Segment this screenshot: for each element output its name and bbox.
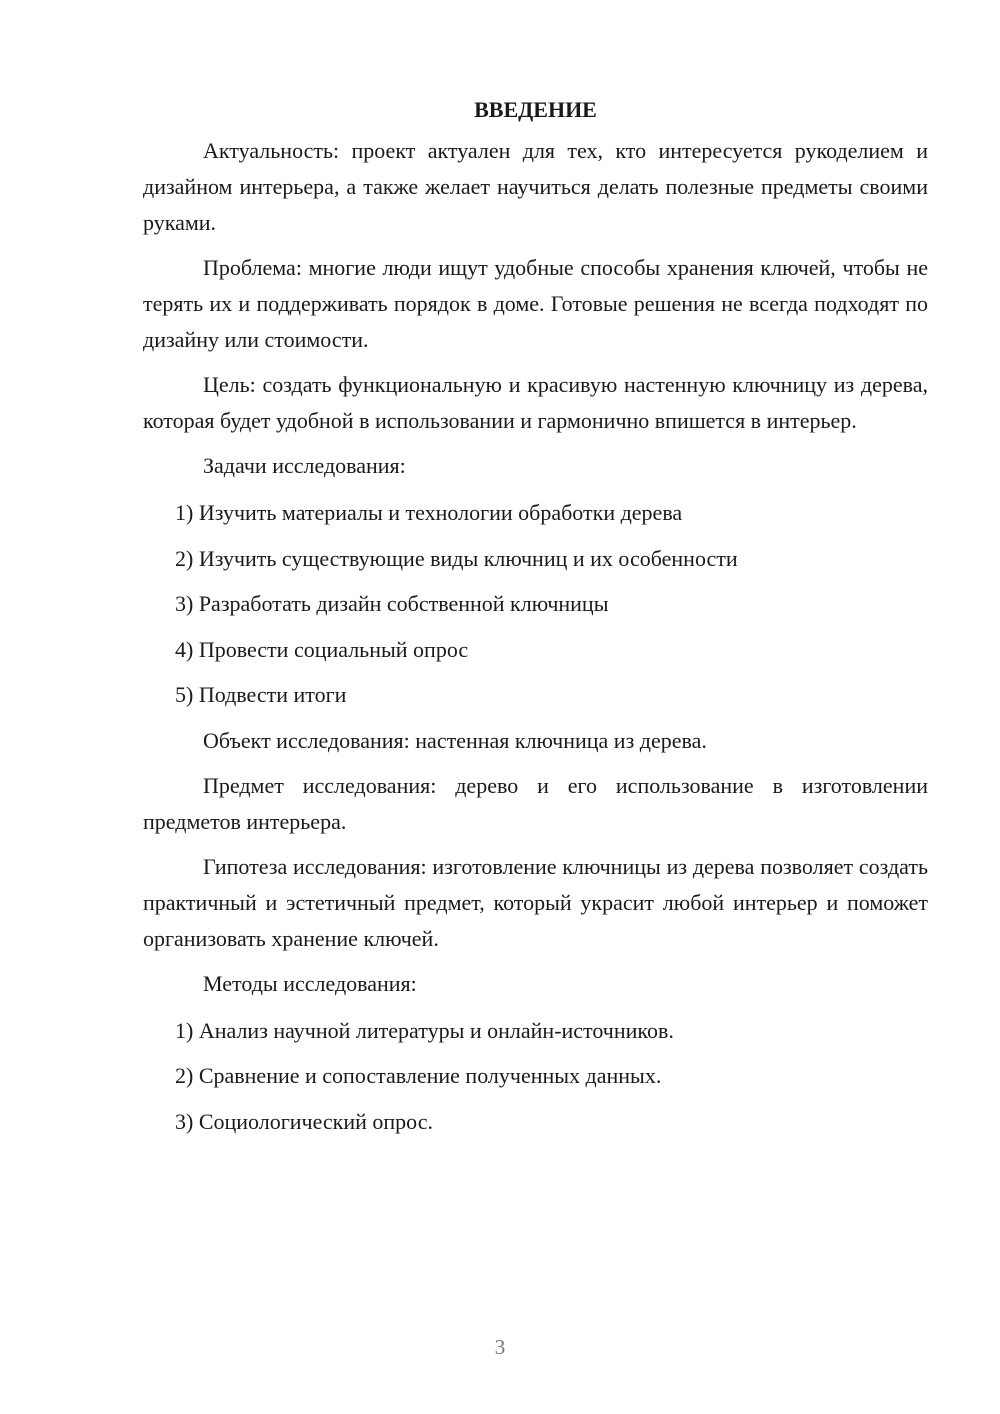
hypothesis-paragraph: Гипотеза исследования: изготовление ключницы из дерева позволяет создать практичный и эстетичный предмет, который украсит любой интерьер и поможет организовать хранение ключей. bbox=[143, 853, 928, 951]
list-item: 4) Провести социальный опрос bbox=[175, 636, 469, 662]
object-paragraph: Объект исследования: настенная ключница из дерева. bbox=[203, 727, 707, 753]
list-item: 3) Социологический опрос. bbox=[175, 1108, 433, 1134]
methods-heading: Методы исследования: bbox=[203, 970, 417, 996]
methods-list bbox=[143, 1013, 928, 1140]
tasks-heading: Задачи исследования: bbox=[203, 453, 406, 478]
list-item: 3) Разработать дизайн собственной ключницы bbox=[175, 591, 609, 616]
section-title: ВВЕДЕНИЕ bbox=[474, 97, 597, 122]
relevance-paragraph: Актуальность: проект актуален для тех, кто интересуется рукоделием и дизайном интерьера, а также желает научиться делать полезные предметы своими руками. bbox=[143, 138, 928, 235]
goal-paragraph: Цель: создать функциональную и красивую настенную ключницу из дерева, которая будет удобной в использовании и гармонично впишется в интерьер. bbox=[143, 372, 928, 433]
list-item: 2) Сравнение и сопоставление полученных данных. bbox=[175, 1063, 662, 1088]
tasks-list bbox=[143, 495, 928, 713]
list-item: 2) Изучить существующие виды ключниц и их особенности bbox=[175, 545, 738, 571]
document-page bbox=[143, 94, 928, 1149]
page-number: 3 bbox=[494, 1335, 506, 1359]
list-item: 1) Анализ научной литературы и онлайн-источников. bbox=[175, 1017, 674, 1043]
subject-paragraph: Предмет исследования: дерево и его использование в изготовлении предметов интерьера. bbox=[143, 772, 928, 834]
problem-paragraph: Проблема: многие люди ищут удобные способы хранения ключей, чтобы не терять их и поддерживать порядок в доме. Готовые решения не всегда подходят по дизайну или стоимости. bbox=[143, 255, 928, 352]
list-item: 5) Подвести итоги bbox=[175, 682, 347, 707]
list-item: 1) Изучить материалы и технологии обработки дерева bbox=[175, 500, 683, 525]
